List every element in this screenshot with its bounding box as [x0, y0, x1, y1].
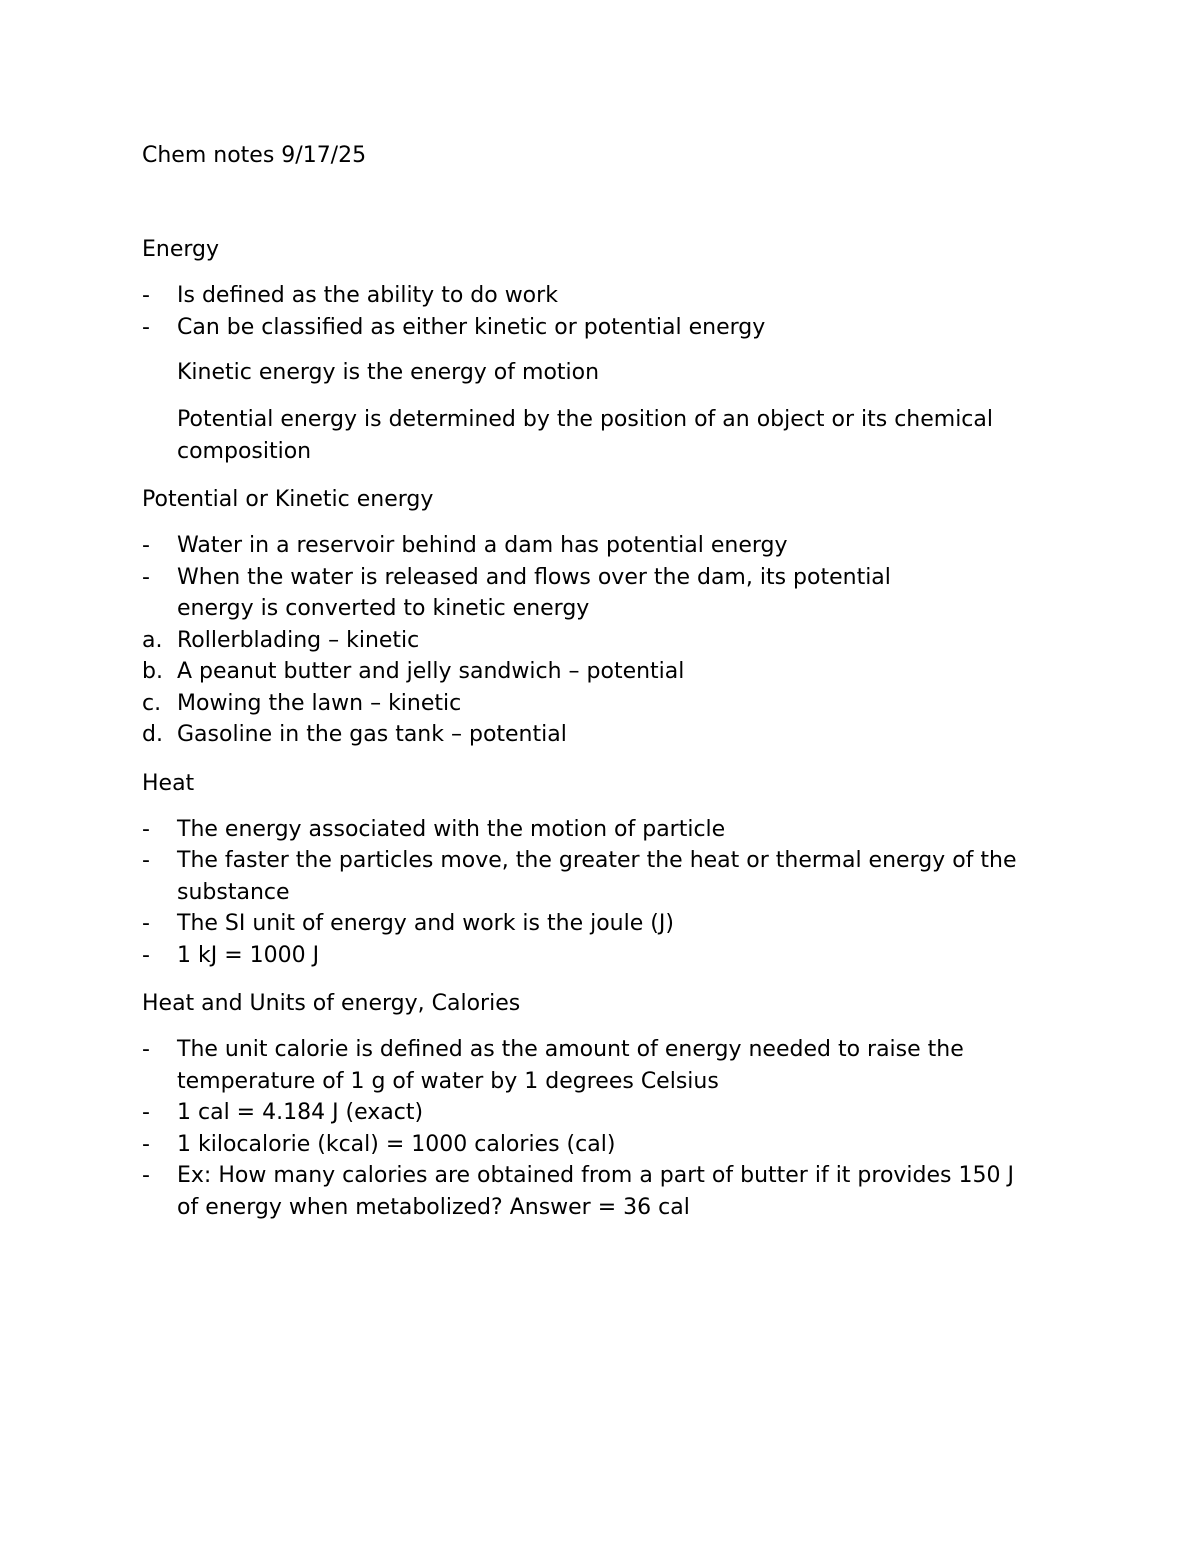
list-item [142, 625, 1072, 657]
list-item [142, 719, 1072, 751]
dash-bullet-icon: - [142, 564, 150, 590]
list-item [142, 814, 1072, 846]
list-item [142, 1129, 1072, 1161]
dash-bullet-icon: - [142, 1131, 150, 1157]
list-item-text: The SI unit of energy and work is the joule (J) [177, 911, 674, 936]
section-heading-heat: Heat [142, 770, 195, 796]
dash-bullet-icon: - [142, 533, 150, 558]
list-letter: d. [142, 722, 163, 747]
list-item [142, 656, 1072, 688]
page-title: Chem notes 9/17/25 [142, 143, 367, 168]
list-item [142, 940, 1072, 972]
list-item [142, 688, 1072, 720]
bullet-list-calories [142, 1034, 1072, 1223]
list-letter: a. [142, 627, 163, 653]
lettered-list-examples [142, 625, 1072, 751]
list-item-text: 1 cal = 4.184 J (exact) [177, 1100, 424, 1125]
list-item [142, 312, 1072, 344]
list-item-text: Is defined as the ability to do work [177, 283, 558, 308]
list-item-text: When the water is released and flows over the dam, its potential energy is converted to kinetic energy [177, 564, 891, 621]
list-item [142, 845, 1072, 908]
dash-bullet-icon: - [142, 816, 150, 842]
list-letter: c. [142, 690, 162, 716]
list-item [142, 280, 1072, 312]
list-item-text: Gasoline in the gas tank – potential [177, 722, 567, 747]
list-item-text: The faster the particles move, the greater the heat or thermal energy of the substance [177, 848, 1017, 905]
list-item-text: The energy associated with the motion of particle [177, 816, 726, 842]
dash-bullet-icon: - [142, 314, 150, 340]
paragraph-kinetic: Kinetic energy is the energy of motion [177, 360, 600, 385]
dash-bullet-icon: - [142, 1100, 150, 1125]
list-item-text: Mowing the lawn – kinetic [177, 690, 462, 716]
paragraph-potential: Potential energy is determined by the position of an object or its chemical composition [177, 407, 993, 464]
list-item [142, 1034, 1072, 1097]
list-item-text: 1 kilocalorie (kcal) = 1000 calories (cal) [177, 1131, 616, 1157]
section-heading-potential-or-kinetic: Potential or Kinetic energy [142, 487, 434, 512]
list-item [142, 1097, 1072, 1129]
dash-bullet-icon: - [142, 848, 150, 873]
dash-bullet-icon: - [142, 942, 150, 968]
section-heading-calories: Heat and Units of energy, Calories [142, 991, 521, 1016]
list-item-text: 1 kJ = 1000 J [177, 942, 320, 968]
dash-bullet-icon: - [142, 1163, 150, 1188]
dash-bullet-icon: - [142, 283, 150, 308]
list-item [142, 1160, 1072, 1223]
dash-bullet-icon: - [142, 911, 150, 936]
list-item-text: A peanut butter and jelly sandwich – potential [177, 659, 685, 684]
list-letter: b. [142, 659, 163, 684]
dash-bullet-icon: - [142, 1037, 150, 1062]
list-item-text: Can be classified as either kinetic or potential energy [177, 314, 766, 340]
document-page [142, 140, 1072, 1223]
bullet-list-energy [142, 280, 1072, 343]
section-heading-energy: Energy [142, 237, 220, 262]
list-item-text: Water in a reservoir behind a dam has potential energy [177, 533, 788, 558]
list-item-text: Ex: How many calories are obtained from a part of butter if it provides 150 J of energy when metabolized? Answer = 36 cal [177, 1163, 1014, 1220]
bullet-list-heat [142, 814, 1072, 972]
list-item [142, 562, 1072, 625]
list-item-text: Rollerblading – kinetic [177, 627, 420, 653]
list-item-text: The unit calorie is defined as the amount of energy needed to raise the temperature of 1 g of water by 1 degrees Celsius [177, 1037, 964, 1094]
list-item [142, 530, 1072, 562]
list-item [142, 908, 1072, 940]
bullet-list-potential-or-kinetic [142, 530, 1072, 625]
